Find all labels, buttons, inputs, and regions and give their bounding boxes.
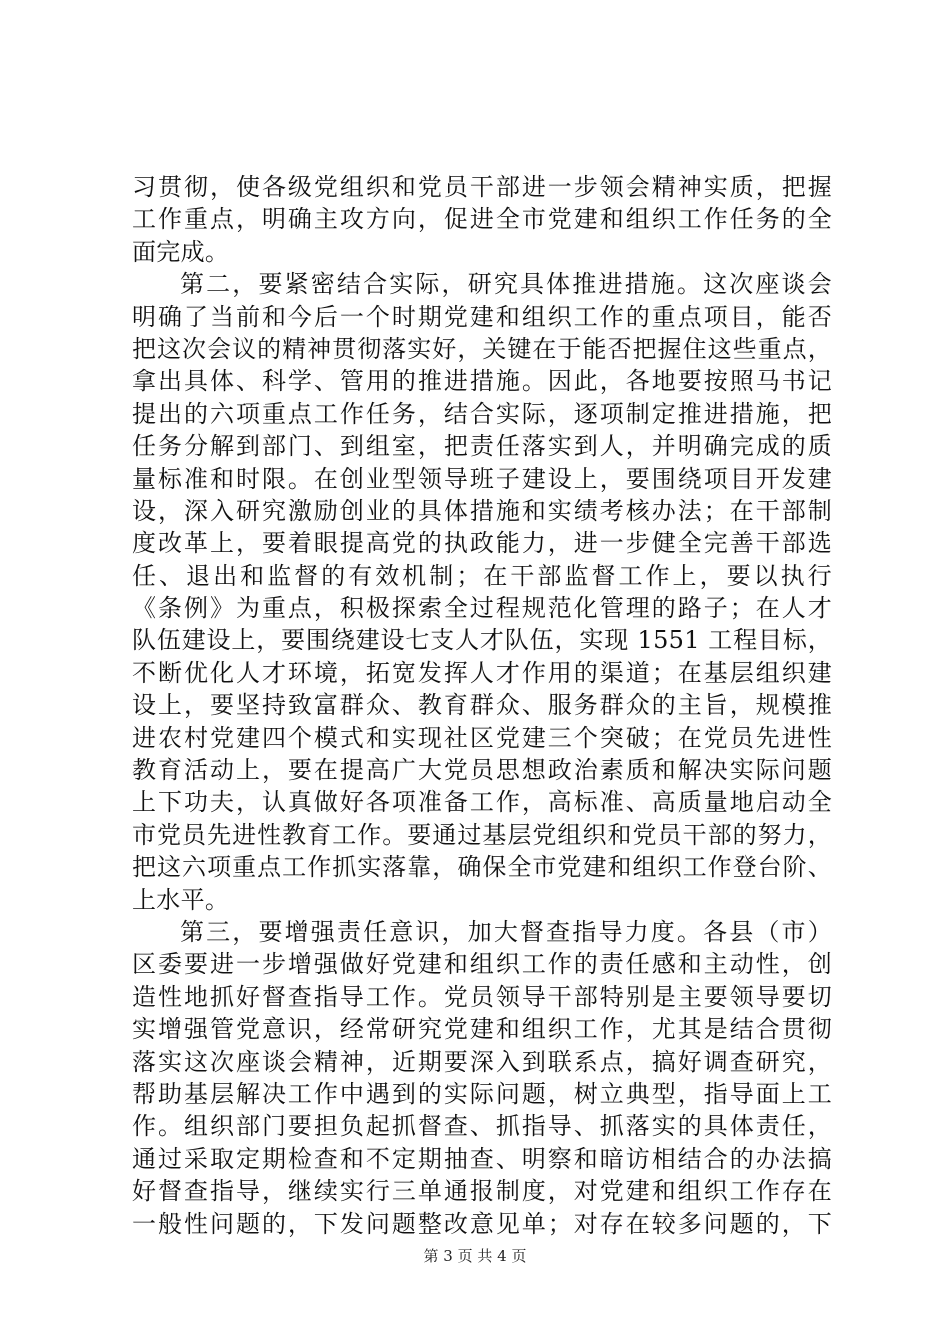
text-line: 面完成。 (132, 237, 230, 266)
text-line: 设，深入研究激励创业的具体措施和实绩考核办法；在干部制 (132, 496, 832, 525)
text-line: 实增强管党意识，经常研究党建和组织工作，尤其是结合贯彻 (132, 1015, 832, 1044)
text-line: 队伍建设上，要围绕建设七支人才队伍，实现 1551 工程目标， (132, 626, 832, 655)
text-line: 工作重点，明确主攻方向，促进全市党建和组织工作任务的全 (132, 205, 832, 234)
text-line: 通过采取定期检查和不定期抽查、明察和暗访相结合的办法搞 (132, 1144, 832, 1173)
paragraph-start-line: 第三，要增强责任意识，加大督查指导力度。各县（市） (180, 917, 832, 946)
text-line: 任、退出和监督的有效机制；在干部监督工作上，要以执行 (132, 561, 832, 590)
text-line: 度改革上，要着眼提高党的执政能力，进一步健全完善干部选 (132, 529, 832, 558)
page-footer (0, 1245, 950, 1266)
text-line: 设上，要坚持致富群众、教育群众、服务群众的主旨，规模推 (132, 691, 832, 720)
text-line: 市党员先进性教育工作。要通过基层党组织和党员干部的努力， (132, 820, 832, 849)
text-line: 教育活动上，要在提高广大党员思想政治素质和解决实际问题 (132, 756, 832, 785)
text-line: 好督查指导，继续实行三单通报制度，对党建和组织工作存在 (132, 1177, 832, 1206)
text-line: 落实这次座谈会精神，近期要深入到联系点，搞好调查研究， (132, 1047, 832, 1076)
text-line: 把这六项重点工作抓实落靠，确保全市党建和组织工作登台阶、 (132, 853, 832, 882)
text-line: 上下功夫，认真做好各项准备工作，高标准、高质量地启动全 (132, 788, 832, 817)
text-line: 《条例》为重点，积极探索全过程规范化管理的路子；在人才 (132, 594, 832, 623)
text-line: 造性地抓好督查指导工作。党员领导干部特别是主要领导要切 (132, 982, 832, 1011)
body-text (132, 171, 832, 1240)
text-line: 习贯彻，使各级党组织和党员干部进一步领会精神实质，把握 (132, 173, 832, 201)
text-line: 拿出具体、科学、管用的推进措施。因此，各地要按照马书记 (132, 367, 832, 396)
text-line: 不断优化人才环境，拓宽发挥人才作用的渠道；在基层组织建 (132, 658, 832, 687)
page-number-label: 第 3 页 共 4 页 (423, 1247, 527, 1265)
text-line: 区委要进一步增强做好党建和组织工作的责任感和主动性，创 (132, 950, 832, 979)
text-line: 帮助基层解决工作中遇到的实际问题，树立典型，指导面上工 (132, 1079, 832, 1108)
paragraph-start-line: 第二，要紧密结合实际，研究具体推进措施。这次座谈会 (180, 270, 832, 299)
text-line: 量标准和时限。在创业型领导班子建设上，要围绕项目开发建 (132, 464, 832, 493)
text-line: 任务分解到部门、到组室，把责任落实到人，并明确完成的质 (132, 432, 832, 461)
text-line: 一般性问题的，下发问题整改意见单；对存在较多问题的，下 (132, 1209, 832, 1238)
text-line: 上水平。 (132, 885, 230, 914)
text-line: 明确了当前和今后一个时期党建和组织工作的重点项目，能否 (132, 302, 832, 331)
text-line: 提出的六项重点工作任务，结合实际，逐项制定推进措施，把 (132, 399, 832, 428)
text-line: 进农村党建四个模式和实现社区党建三个突破；在党员先进性 (132, 723, 832, 752)
text-line: 把这次会议的精神贯彻落实好，关键在于能否把握住这些重点， (132, 334, 832, 363)
text-line: 作。组织部门要担负起抓督查、抓指导、抓落实的具体责任， (132, 1112, 832, 1141)
